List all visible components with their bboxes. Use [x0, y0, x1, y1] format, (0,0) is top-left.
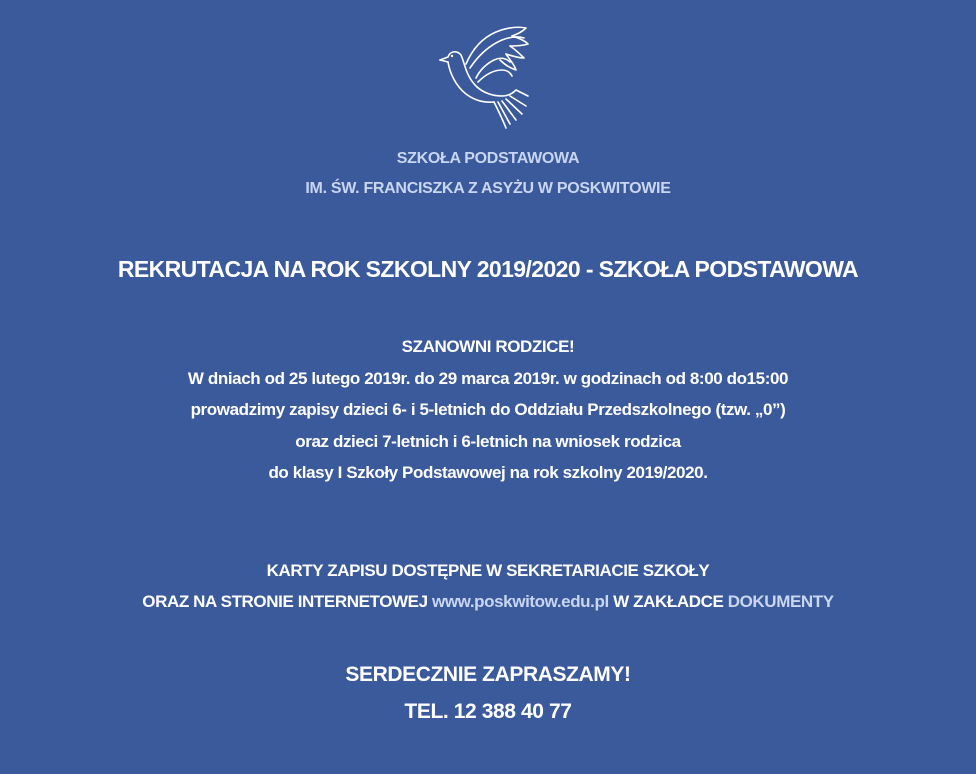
school-name-line1: SZKOŁA PODSTAWOWA	[396, 150, 580, 167]
school-name-line2: IM. ŚW. FRANCISZKA Z ASYŻU W POSKWITOWIE	[305, 180, 671, 197]
enrollment-prefix: ORAZ NA STRONIE INTERNETOWEJ	[142, 592, 432, 611]
message-line-3: oraz dzieci 7-letnich i 6-letnich na wniosek rodzica	[295, 432, 681, 451]
page-title: REKRUTACJA NA ROK SZKOLNY 2019/2020 - SZKOŁA PODSTAWOWA	[117, 256, 859, 282]
message-line-1: W dniach od 25 lutego 2019r. do 29 marca 2019r. w godzinach od 8:00 do15:00	[187, 369, 789, 388]
documents-tab-link[interactable]: DOKUMENTY	[727, 592, 834, 611]
message-line-2: prowadzimy zapisy dzieci 6- i 5-letnich do Oddziału Przedszkolnego (tzw. „0”)	[190, 400, 786, 419]
enrollment-line-1: KARTY ZAPISU DOSTĘPNE W SEKRETARIACIE SZKOŁY	[266, 561, 710, 580]
greeting: SZANOWNI RODZICE!	[401, 337, 575, 356]
enrollment-middle: W ZAKŁADCE	[608, 592, 728, 611]
message-line-4: do klasy I Szkoły Podstawowej na rok szkolny 2019/2020.	[268, 463, 708, 482]
phone-number: TEL. 12 388 40 77	[404, 700, 572, 723]
dove-icon	[436, 24, 532, 140]
enrollment-line-2	[0, 592, 976, 612]
closing-invite: SERDECZNIE ZAPRASZAMY!	[345, 663, 631, 686]
school-website-link[interactable]: www.poskwitow.edu.pl	[432, 592, 609, 611]
